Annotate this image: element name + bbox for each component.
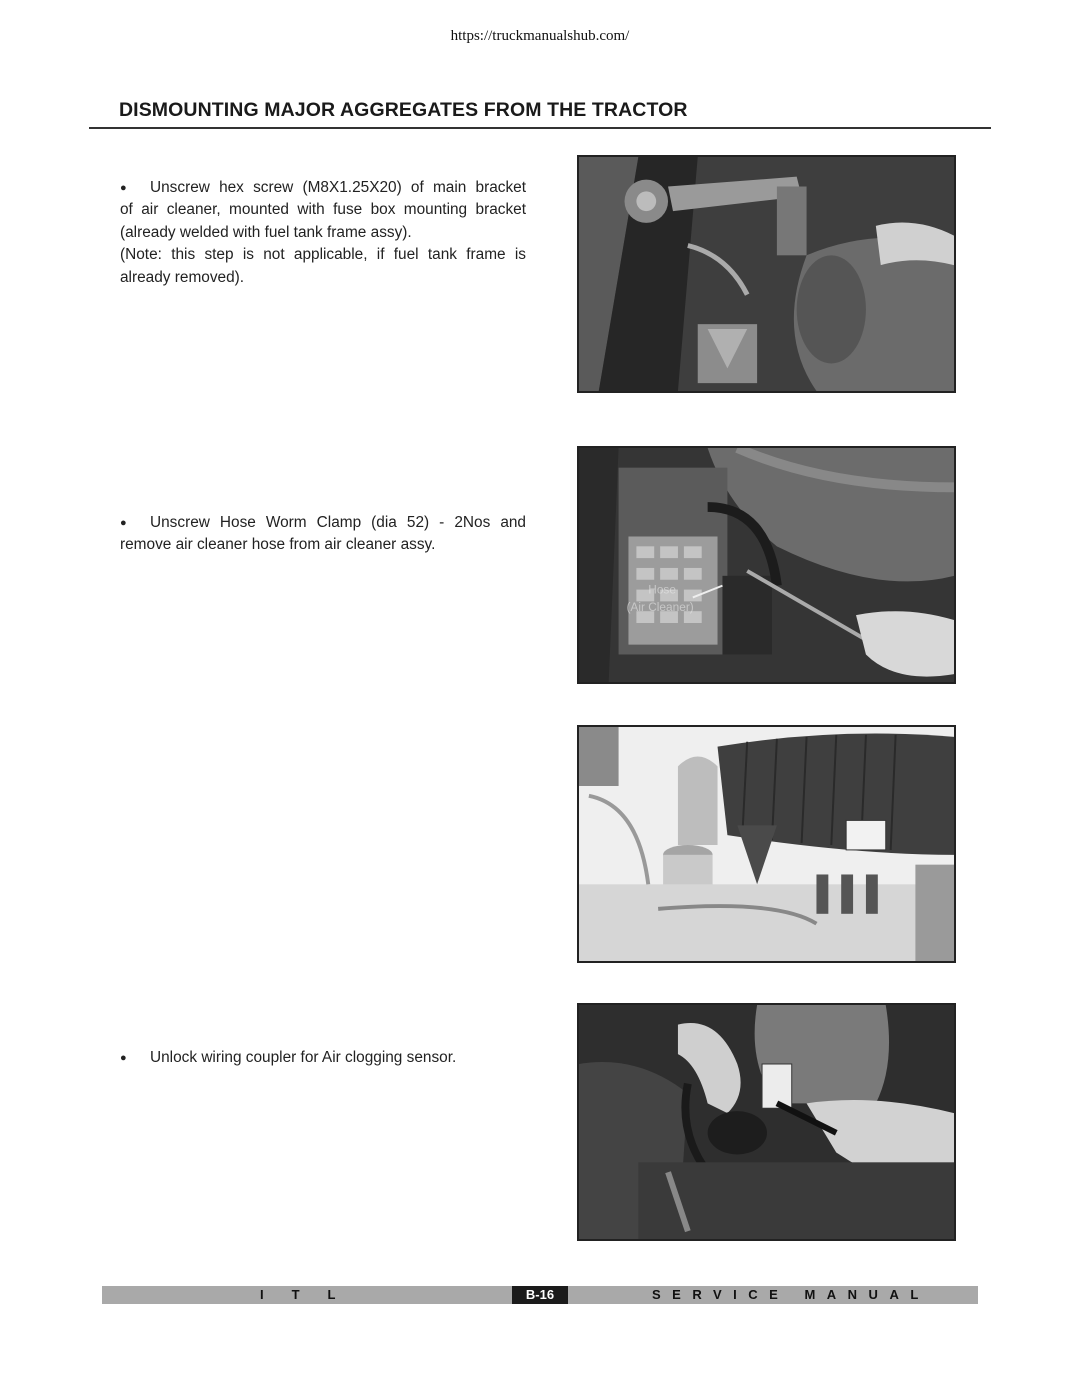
step-2-text: ● Unscrew Hose Worm Clamp (dia 52) - 2Nos and remove air cleaner hose from air cleaner assy. [120, 514, 526, 554]
footer-brand: ITL [260, 1287, 364, 1302]
bullet-icon: ● [120, 517, 127, 529]
bullet-icon: ● [120, 182, 127, 194]
overlay-label-air-cleaner: (Air Cleaner) [626, 600, 694, 615]
photo-air-cleaner-bracket [577, 155, 956, 393]
source-url[interactable]: https://truckmanualshub.com/ [450, 28, 630, 44]
bullet-icon: ● [120, 1052, 127, 1064]
page-number-badge: B-16 [512, 1286, 568, 1304]
title-underline [89, 127, 991, 129]
step-1-text: ● Unscrew hex screw (M8X1.25X20) of main bracket of air cleaner, mounted with fuse box mounting bracket (already welded with fuel tank frame assy). (Note: this step is not applicable, if fuel tank frame is already removed). [120, 179, 526, 286]
photo-wiring-coupler [577, 1003, 956, 1241]
footer-bar [102, 1286, 978, 1304]
step-3-text: ● Unlock wiring coupler for Air clogging sensor. [120, 1047, 526, 1069]
overlay-label-hose: Hose [648, 582, 676, 597]
page-title: DISMOUNTING MAJOR AGGREGATES FROM THE TRACTOR [119, 99, 688, 121]
footer-manual-title: SERVICE MANUAL [652, 1287, 930, 1302]
photo-hose-worm-clamp [577, 446, 956, 684]
photo-engine-render [577, 725, 956, 963]
